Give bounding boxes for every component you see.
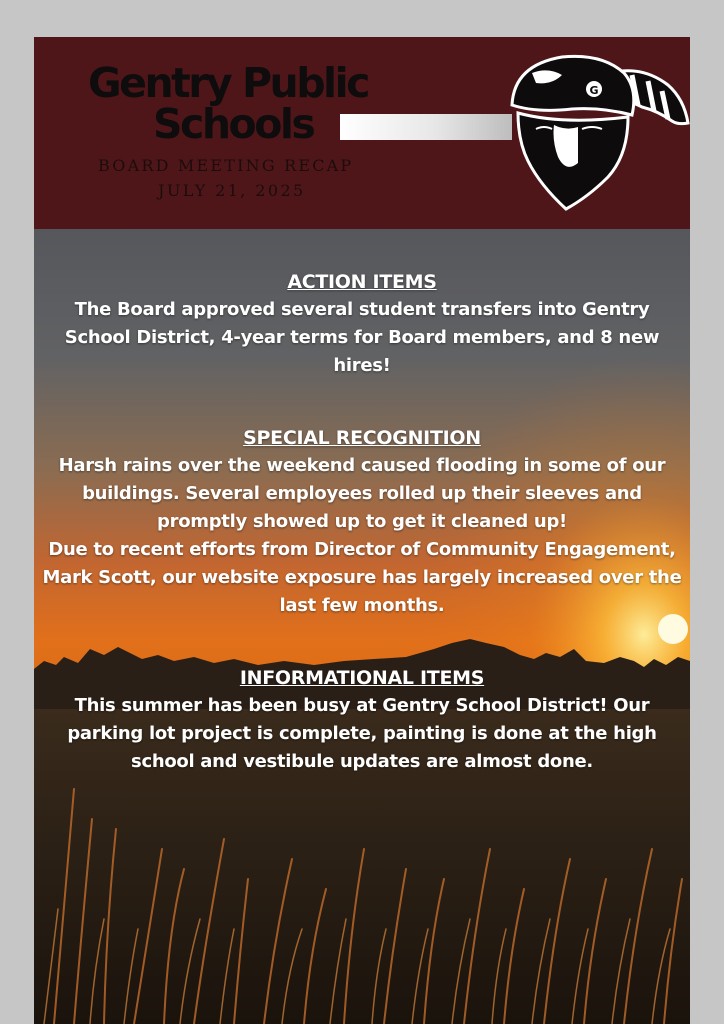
- action-items-heading: ACTION ITEMS: [287, 271, 437, 293]
- informational-items-heading: INFORMATIONAL ITEMS: [239, 667, 485, 689]
- newsletter-flyer: [34, 37, 690, 1024]
- header-banner: [34, 37, 690, 229]
- informational-items-section: [34, 664, 690, 776]
- title-line-2: Schools: [153, 100, 314, 148]
- action-items-body: The Board approved several student transfers into Gentry School District, 4-year terms for Board members, and 8 new hires!: [64, 299, 660, 376]
- action-items-section: [34, 268, 690, 380]
- informational-items-body: This summer has been busy at Gentry School District! Our parking lot project is complete, painting is done at the high school and vestibule updates are almost done.: [67, 695, 657, 772]
- title-line-1: Gentry Public: [88, 59, 368, 107]
- special-recognition-heading: SPECIAL RECOGNITION: [243, 427, 481, 449]
- decorative-bar: [340, 114, 512, 140]
- special-recognition-body-2: Due to recent efforts from Director of Community Engagement, Mark Scott, our website exposure has largely increased over the last few months.: [42, 539, 682, 616]
- special-recognition-body: Harsh rains over the weekend caused flooding in some of our buildings. Several employees rolled up their sleeves and promptly showed up to get it cleaned up!: [58, 455, 666, 532]
- mascot-cap-letter: G: [589, 84, 599, 97]
- board-meeting-subtitle: BOARD MEETING RECAP: [98, 156, 354, 175]
- special-recognition-section: [34, 424, 690, 620]
- pioneer-mascot-logo: [492, 45, 690, 215]
- meeting-date: JULY 21, 2025: [158, 181, 306, 200]
- district-title: [88, 59, 368, 148]
